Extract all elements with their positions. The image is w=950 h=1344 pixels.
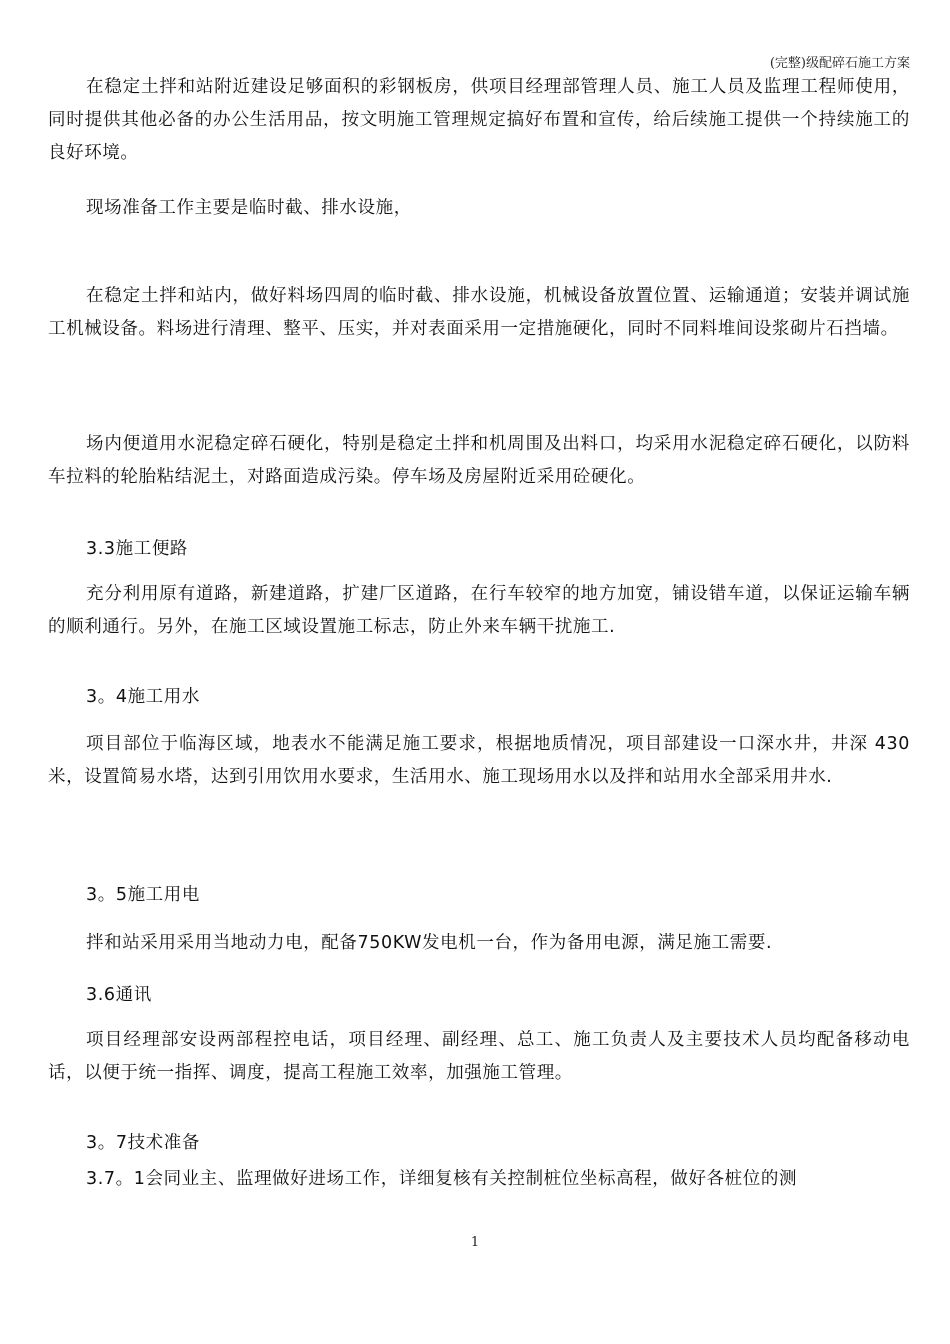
paragraph-site-prep: 现场准备工作主要是临时截、排水设施， — [86, 198, 412, 218]
subsection-3-7-1: 3.7。1会同业主、监理做好进场工作，详细复核有关控制桩位坐标高程，做好各桩位的测 — [86, 1169, 798, 1189]
paragraph-access-road: 场内便道用水泥稳定碎石硬化，特别是稳定土拌和机周围及出料口，均采用水泥稳定碎石硬化，以防料车拉料的轮胎粘结泥土，对路面造成污染。停车场及房屋附近采用砼硬化。 — [48, 434, 910, 487]
section-heading-3-7: 3。7技术准备 — [86, 1133, 200, 1153]
section-heading-3-5: 3。5施工用电 — [86, 885, 200, 905]
paragraph-power: 拌和站采用采用当地动力电，配备750KW发电机一台，作为备用电源，满足施工需要. — [86, 933, 773, 953]
paragraph-roads: 充分利用原有道路，新建道路，扩建厂区道路，在行车较窄的地方加宽，铺设错车道，以保证运输车辆的顺利通行。另外，在施工区域设置施工标志，防止外来车辆干扰施工. — [48, 584, 910, 637]
section-heading-3-4: 3。4施工用水 — [86, 687, 200, 707]
page-number: 1 — [470, 1235, 480, 1250]
paragraph-office-setup: 在稳定土拌和站附近建设足够面积的彩钢板房，供项目经理部管理人员、施工人员及监理工程师使用，同时提供其他必备的办公生活用品，按文明施工管理规定搞好布置和宣传，给后续施工提供一个持续施工的良好环境。 — [48, 77, 910, 163]
paragraph-mixing-station: 在稳定土拌和站内，做好料场四周的临时截、排水设施，机械设备放置位置、运输通道；安装并调试施工机械设备。料场进行清理、整平、压实，并对表面采用一定措施硬化，同时不同料堆间设浆砌片石挡墙。 — [48, 286, 910, 339]
section-heading-3-3: 3.3施工便路 — [86, 539, 189, 559]
section-heading-3-6: 3.6通讯 — [86, 985, 152, 1005]
paragraph-communications: 项目经理部安设两部程控电话，项目经理、副经理、总工、施工负责人及主要技术人员均配备移动电话，以便于统一指挥、调度，提高工程施工效率，加强施工管理。 — [48, 1030, 910, 1083]
running-header: (完整)级配碎石施工方案 — [769, 56, 910, 71]
paragraph-water: 项目部位于临海区域，地表水不能满足施工要求，根据地质情况，项目部建设一口深水井，井深 430 米，设置简易水塔，达到引用饮用水要求，生活用水、施工现场用水以及拌和站用水全部采用井水. — [48, 734, 910, 787]
